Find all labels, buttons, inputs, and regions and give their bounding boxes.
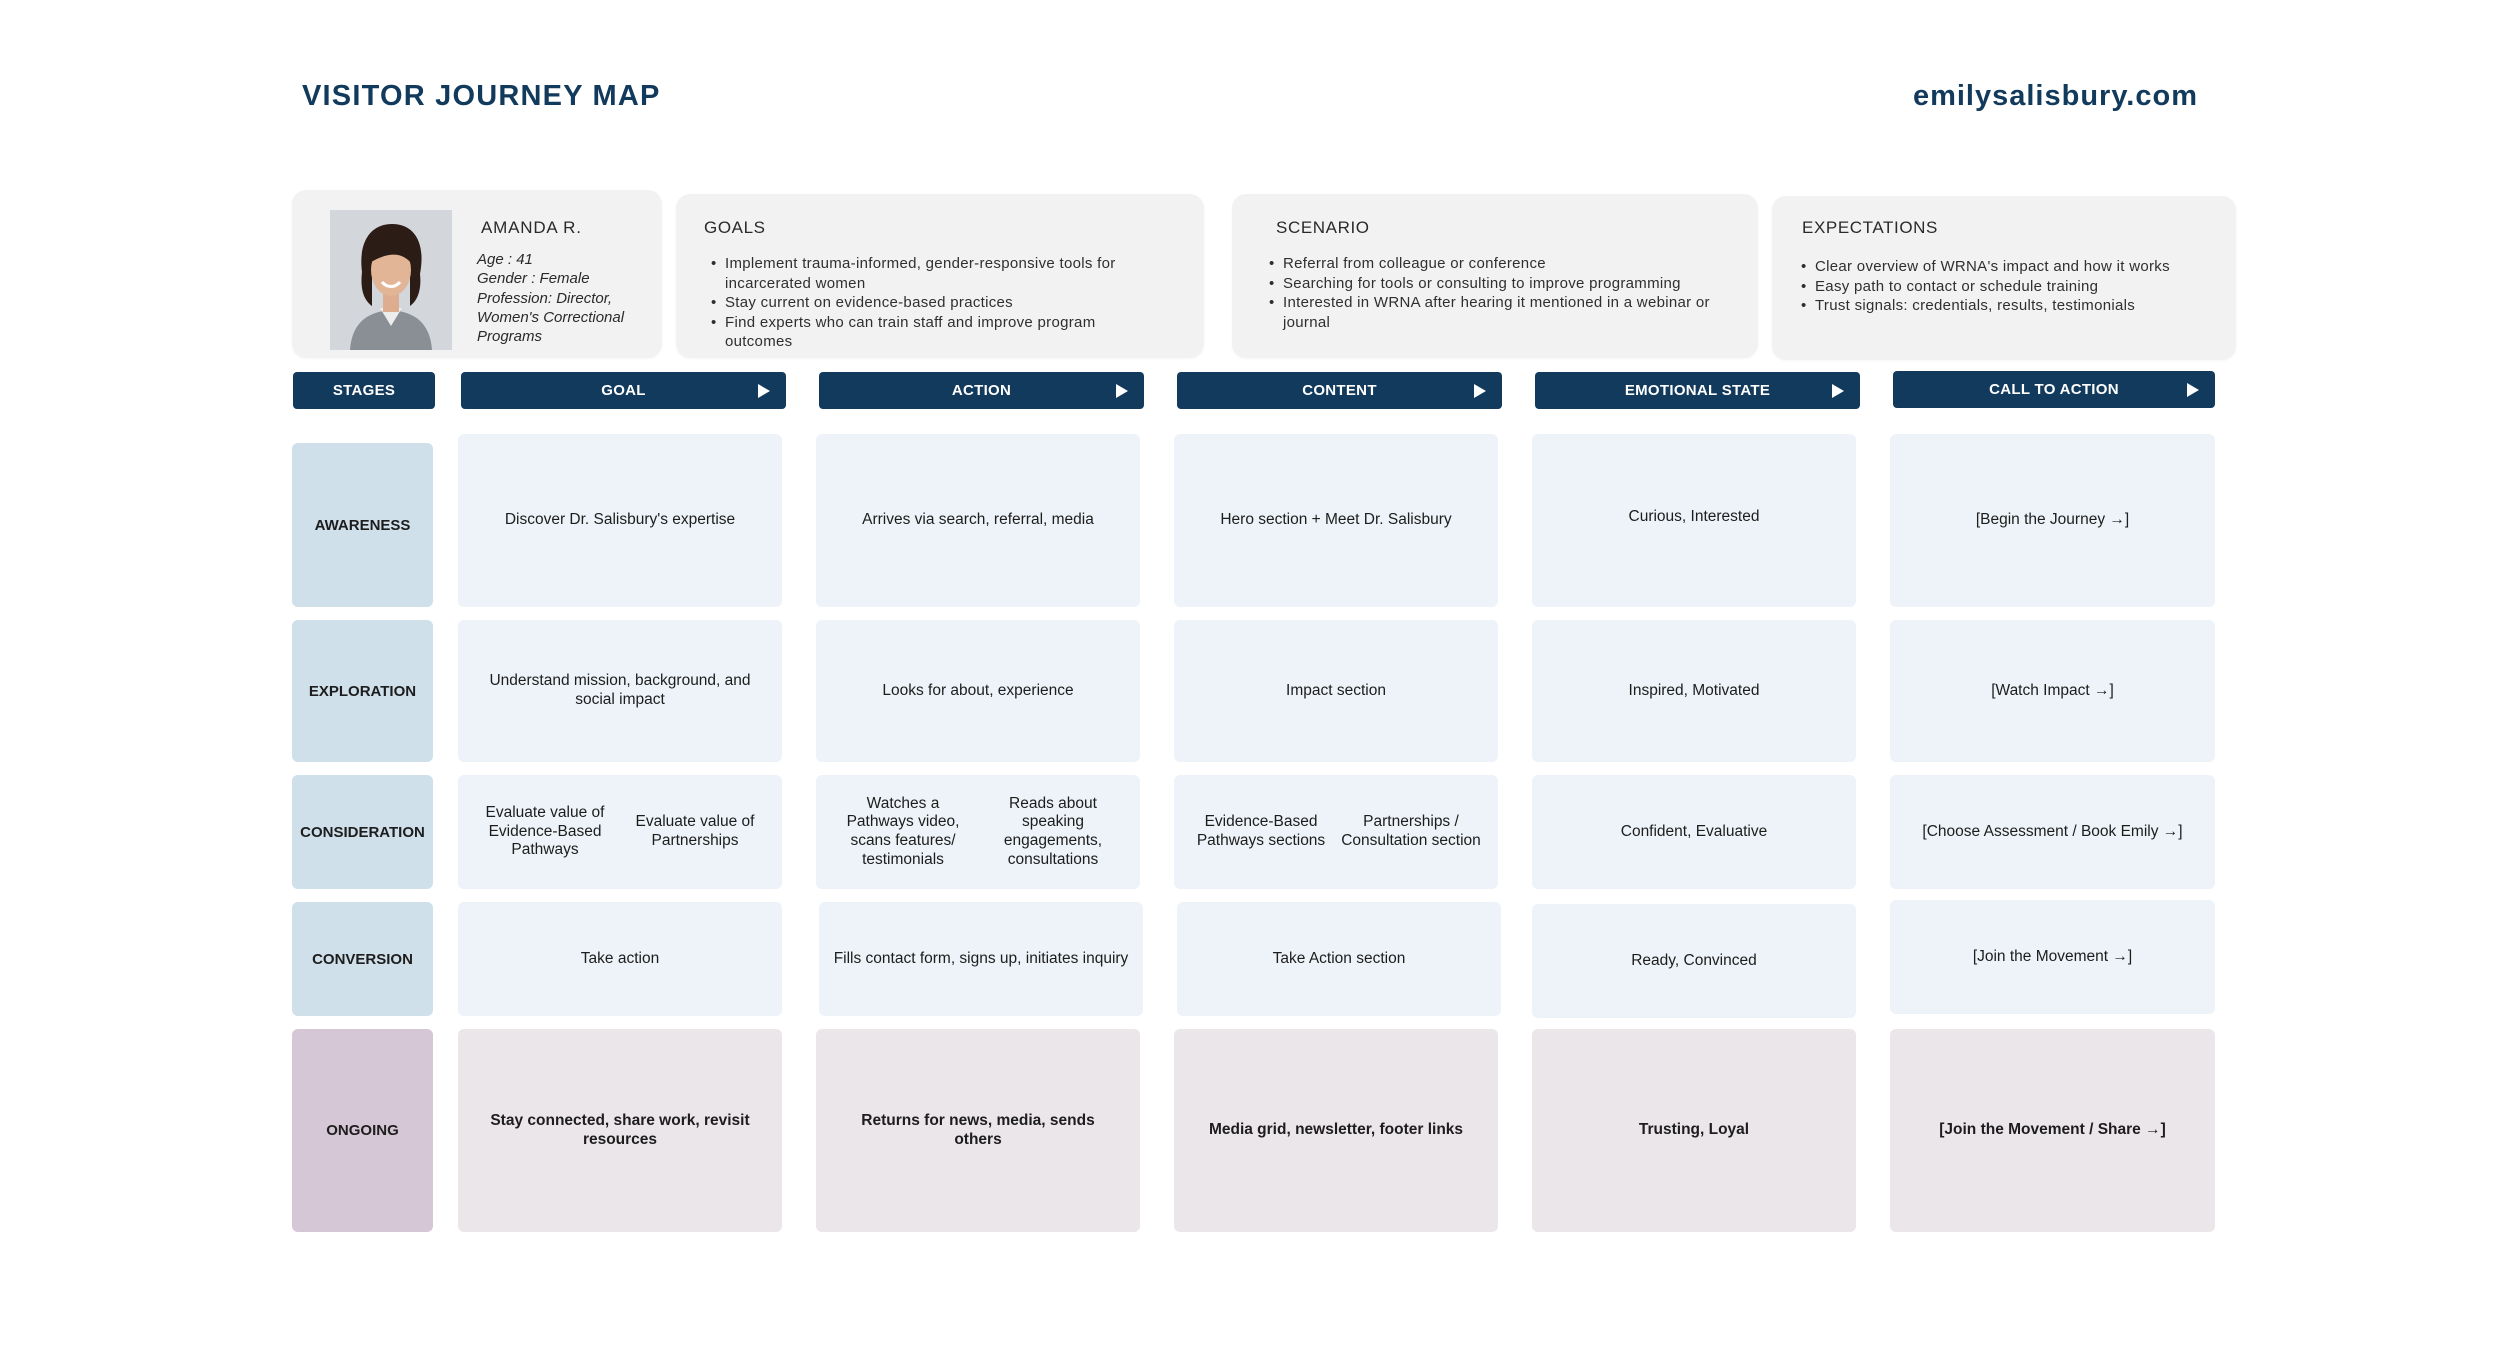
expectations-item: • Clear overview of WRNA's impact and how it works — [1801, 257, 2221, 277]
conversion-action: Fills contact form, signs up, initiates inquiry — [819, 902, 1143, 1016]
scenario-list — [1269, 254, 1729, 332]
header-goal-label: GOAL — [601, 382, 646, 399]
site-url[interactable]: emilysalisbury.com — [1912, 80, 2198, 112]
consideration-action-partnerships: Reads about speaking engagements, consultations — [1003, 794, 1103, 868]
expectations-heading: EXPECTATIONS — [1802, 218, 1938, 237]
consideration-goal-pathways: Evaluate value of Evidence-Based Pathways — [485, 804, 605, 859]
scenario-item: • Interested in WRNA after hearing it mentioned in a webinar or journal — [1269, 293, 1729, 332]
goals-item: • Stay current on evidence-based practices — [711, 293, 1151, 313]
goals-list — [711, 254, 1151, 352]
goals-item: • Implement trauma-informed, gender-responsive tools for incarcerated women — [711, 254, 1151, 293]
play-arrow-icon[interactable] — [2187, 383, 2199, 397]
header-action-label: ACTION — [951, 382, 1012, 399]
header-content[interactable] — [1177, 372, 1502, 409]
exploration-action: Looks for about, experience — [816, 620, 1140, 762]
consideration-emotional: Confident, Evaluative — [1532, 775, 1856, 889]
ongoing-goal: Stay connected, share work, revisit resources — [458, 1029, 782, 1232]
consideration-content — [1174, 775, 1498, 889]
persona-gender: Gender : Female — [477, 270, 590, 288]
awareness-action: Arrives via search, referral, media — [816, 434, 1140, 607]
consideration-content-partnerships: Partnerships / Consultation section — [1341, 813, 1481, 849]
play-arrow-icon[interactable] — [758, 384, 770, 398]
stage-awareness: AWARENESS — [292, 443, 433, 607]
conversion-goal: Take action — [458, 902, 782, 1016]
scenario-heading: SCENARIO — [1276, 218, 1370, 237]
persona-portrait — [330, 210, 452, 350]
persona-details — [477, 250, 662, 346]
header-cta-label: CALL TO ACTION — [1989, 381, 2119, 398]
play-arrow-icon[interactable] — [1832, 384, 1844, 398]
page-title: VISITOR JOURNEY MAP — [302, 80, 661, 112]
header-goal[interactable] — [461, 372, 786, 409]
conversion-emotional: Ready, Convinced — [1532, 904, 1856, 1018]
awareness-cta[interactable]: [Begin the Journey →] — [1890, 434, 2215, 607]
header-call-to-action[interactable] — [1893, 371, 2215, 408]
consideration-content-pathways: Evidence-Based Pathways sections — [1196, 813, 1326, 849]
expectations-item: • Trust signals: credentials, results, testimonials — [1801, 296, 2221, 316]
stage-consideration: CONSIDERATION — [292, 775, 433, 889]
persona-name: AMANDA R. — [481, 218, 582, 237]
header-emotional-state[interactable] — [1535, 372, 1860, 409]
expectations-item: • Easy path to contact or schedule training — [1801, 277, 2221, 297]
awareness-content: Hero section + Meet Dr. Salisbury — [1174, 434, 1498, 607]
scenario-item: • Referral from colleague or conference — [1269, 254, 1729, 274]
play-arrow-icon[interactable] — [1116, 384, 1128, 398]
header-content-label: CONTENT — [1302, 382, 1377, 399]
header-emotional-label: EMOTIONAL STATE — [1624, 382, 1771, 399]
persona-photo — [330, 210, 452, 350]
consideration-cta[interactable]: [Choose Assessment / Book Emily →] — [1890, 775, 2215, 889]
ongoing-emotional: Trusting, Loyal — [1532, 1029, 1856, 1232]
header-action[interactable] — [819, 372, 1144, 409]
awareness-goal: Discover Dr. Salisbury's expertise — [458, 434, 782, 607]
consideration-action-pathways: Watches a Pathways video, scans features/ testimonials — [846, 794, 960, 868]
stage-conversion: CONVERSION — [292, 902, 433, 1016]
consideration-action — [816, 775, 1140, 889]
ongoing-content: Media grid, newsletter, footer links — [1174, 1029, 1498, 1232]
exploration-content: Impact section — [1174, 620, 1498, 762]
persona-profession: Profession: Director, Women's Correctional Programs — [477, 289, 625, 346]
awareness-emotional: Curious, Interested — [1532, 434, 1856, 607]
goals-item: • Find experts who can train staff and improve program outcomes — [711, 313, 1151, 352]
exploration-goal: Understand mission, background, and social impact — [458, 620, 782, 762]
goals-heading: GOALS — [704, 218, 766, 237]
persona-age: Age : 41 — [477, 251, 533, 268]
play-arrow-icon[interactable] — [1474, 384, 1486, 398]
header-stages-label: STAGES — [332, 382, 396, 399]
conversion-content: Take Action section — [1177, 902, 1501, 1016]
exploration-cta[interactable]: [Watch Impact →] — [1890, 620, 2215, 762]
expectations-list — [1801, 257, 2221, 316]
conversion-cta[interactable]: [Join the Movement →] — [1890, 900, 2215, 1014]
consideration-goal — [458, 775, 782, 889]
stage-ongoing: ONGOING — [292, 1029, 433, 1232]
ongoing-action: Returns for news, media, sends others — [816, 1029, 1140, 1232]
consideration-goal-partnerships: Evaluate value of Partnerships — [635, 813, 755, 849]
exploration-emotional: Inspired, Motivated — [1532, 620, 1856, 762]
stage-exploration: EXPLORATION — [292, 620, 433, 762]
scenario-item: • Searching for tools or consulting to improve programming — [1269, 274, 1729, 294]
header-stages — [293, 372, 435, 409]
ongoing-cta[interactable]: [Join the Movement / Share →] — [1890, 1029, 2215, 1232]
